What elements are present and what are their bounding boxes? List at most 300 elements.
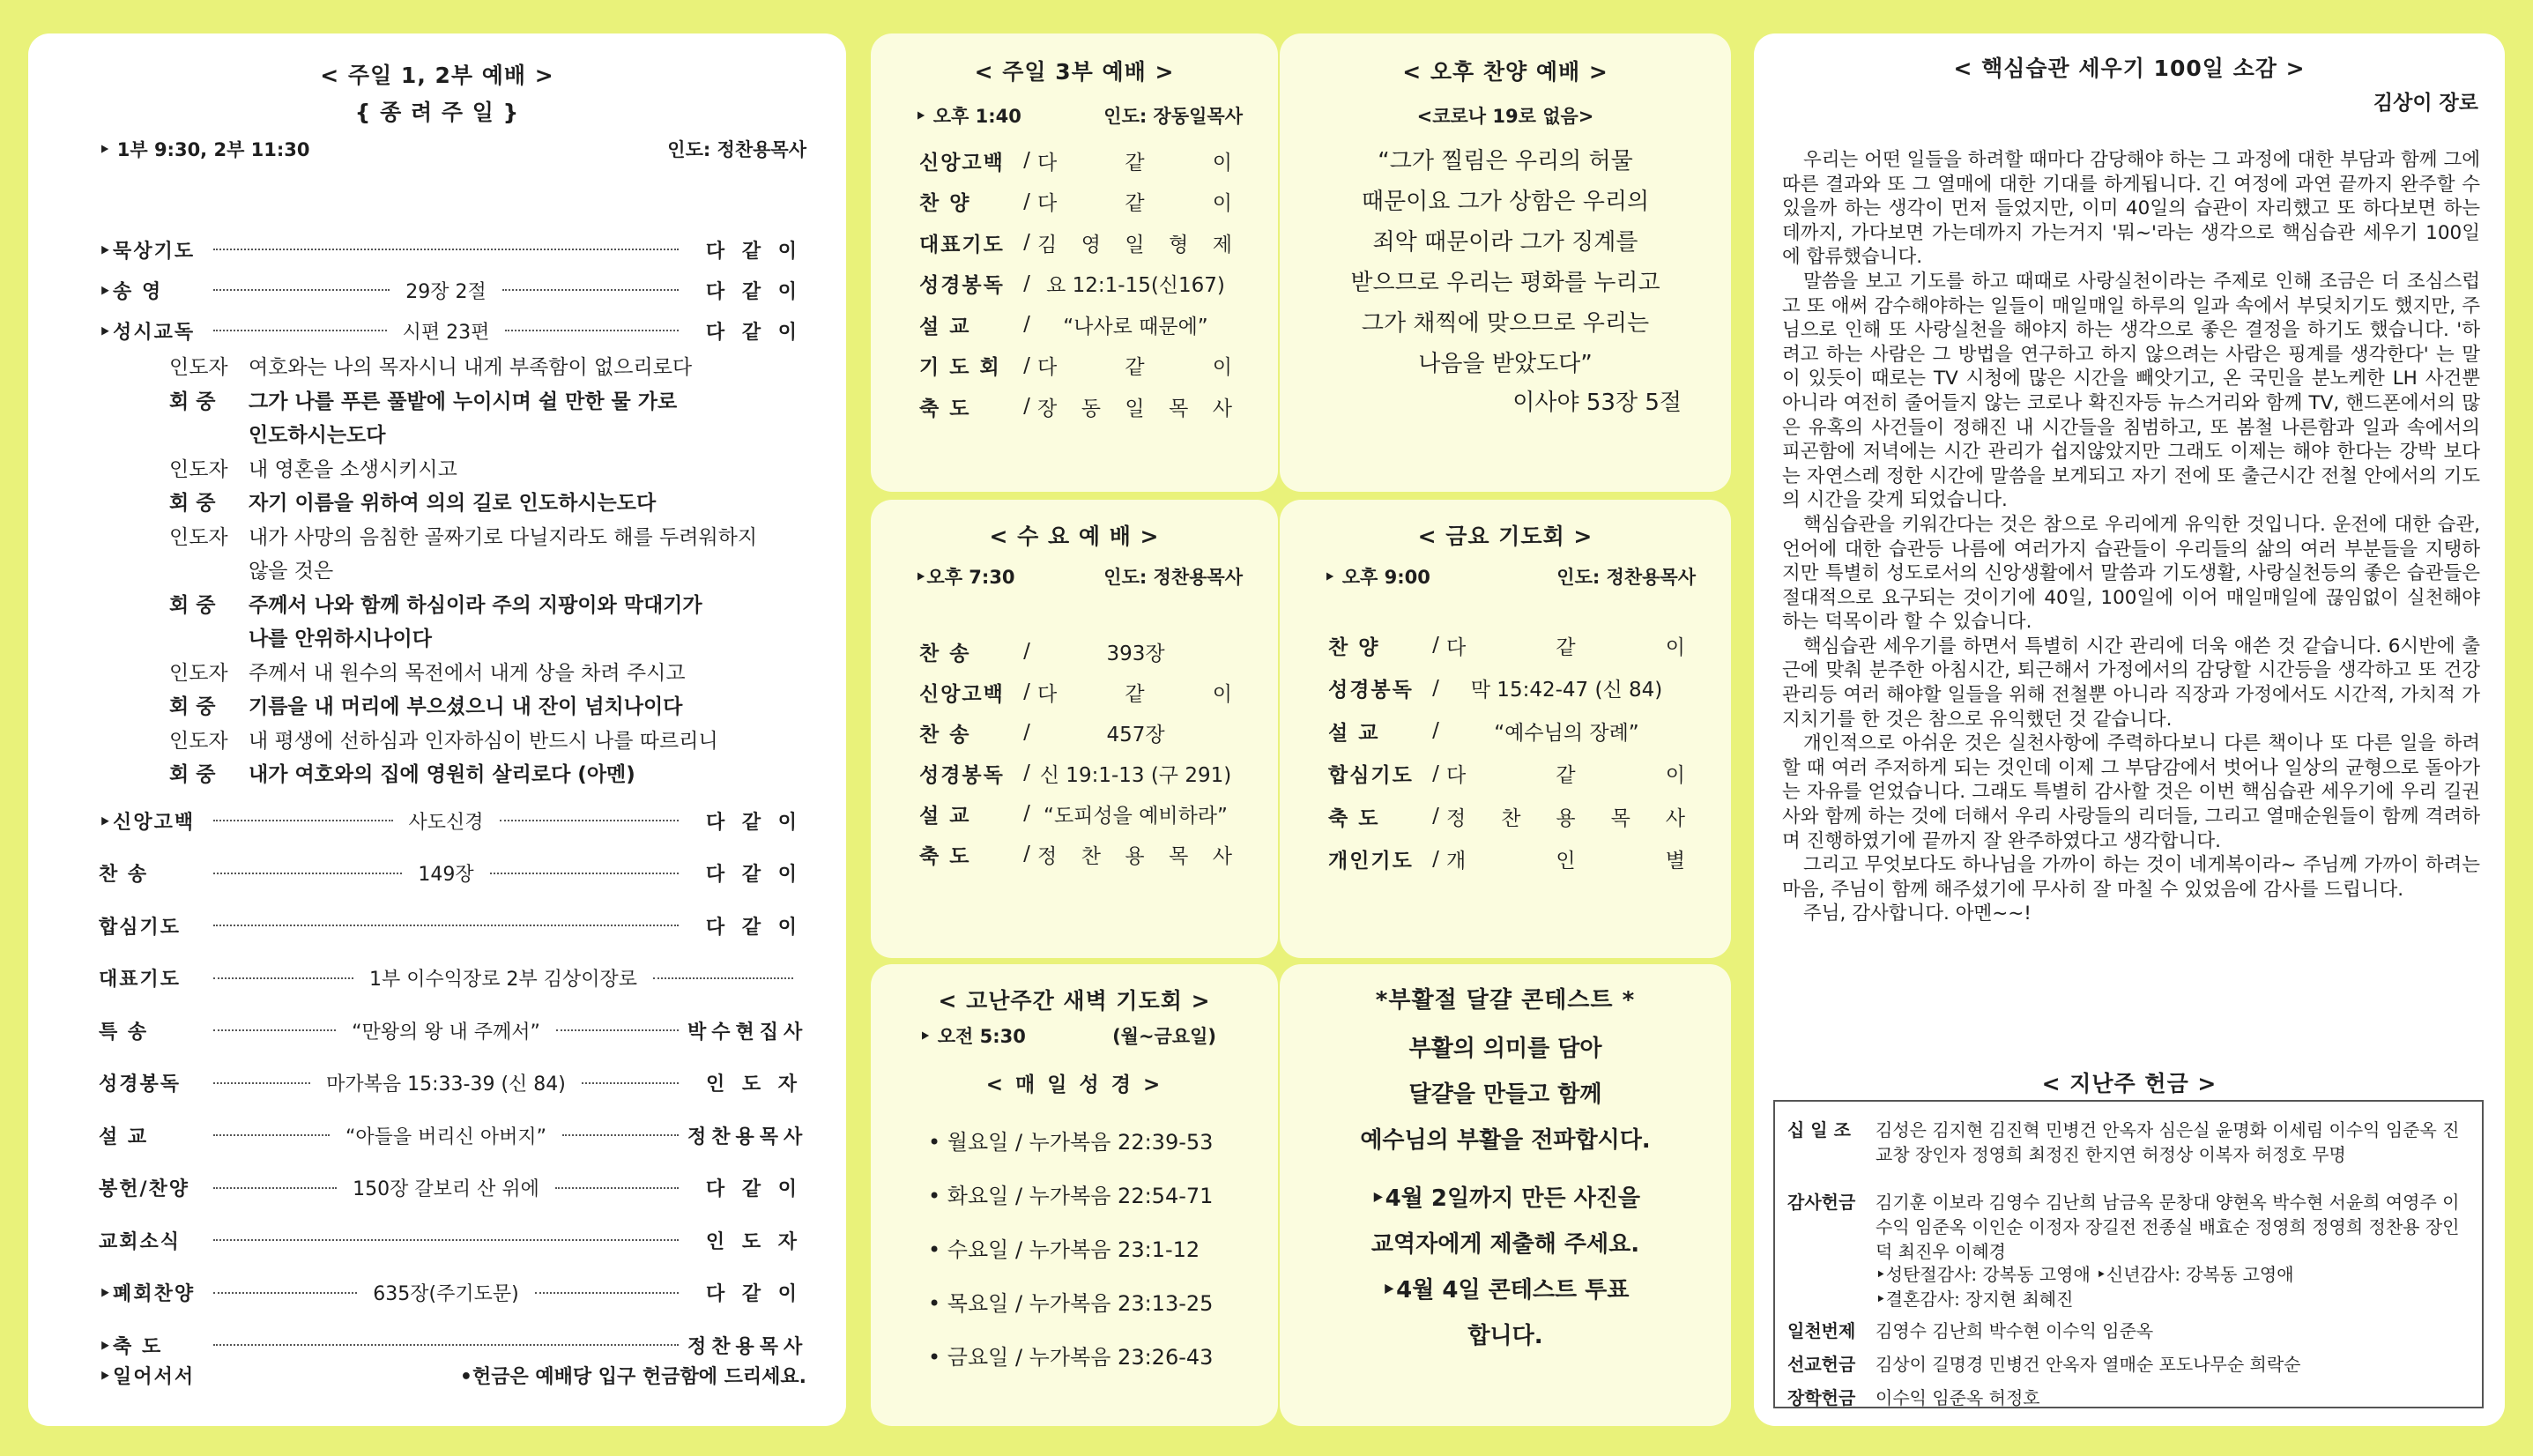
value-char: 이 bbox=[1212, 192, 1234, 215]
program-row bbox=[1328, 799, 1687, 834]
responsive-speaker: 인도자 bbox=[169, 457, 228, 481]
slash: / bbox=[1023, 721, 1030, 744]
value-char: 김 bbox=[1037, 233, 1059, 256]
sunday3-info bbox=[915, 102, 1243, 129]
quote-line: 그가 채찍에 맞으므로 우리는 bbox=[1361, 310, 1650, 337]
program-value: 393장 bbox=[1106, 642, 1165, 665]
order-person: 다 같 이 bbox=[705, 811, 803, 834]
slash: / bbox=[1023, 640, 1030, 663]
order-content: “아들을 버리신 아버지” bbox=[345, 1125, 547, 1148]
program-label: 축 도 bbox=[919, 844, 971, 868]
responsive-line bbox=[169, 521, 811, 554]
sunday-service-subtitle: { 종 려 주 일 } bbox=[354, 100, 520, 125]
program-value: 457장 bbox=[1106, 723, 1165, 747]
essay-body bbox=[1782, 148, 2480, 926]
easter-line: 교역자에게 제출해 주세요. bbox=[1370, 1231, 1640, 1258]
value-char: 목 bbox=[1169, 844, 1191, 868]
offering-row bbox=[1787, 1352, 2473, 1377]
service-leader: 인도: 정찬용목사 bbox=[667, 139, 806, 160]
value-char: 이 bbox=[1212, 356, 1234, 379]
value-char: 같 bbox=[1125, 356, 1147, 379]
dotted-leader bbox=[213, 820, 393, 821]
order-person: 다 같 이 bbox=[705, 916, 802, 939]
responsive-line bbox=[169, 385, 811, 419]
value-char: 동 bbox=[1081, 397, 1103, 420]
value-char: 다 bbox=[1037, 682, 1059, 706]
program-label: 신앙고백 bbox=[919, 151, 1005, 175]
value-char: 이 bbox=[1212, 682, 1234, 706]
essay-title: < 핵심습관 세우기 100일 소감 > bbox=[1953, 56, 2306, 81]
wednesday-leader: 인도: 정찬용목사 bbox=[1103, 567, 1243, 588]
offering-category: 십 일 조 bbox=[1787, 1119, 1851, 1140]
offering-category: 선교헌금 bbox=[1787, 1354, 1856, 1375]
slash: / bbox=[1023, 231, 1030, 254]
order-item bbox=[99, 1173, 802, 1203]
order-person: 인 도 자 bbox=[705, 1073, 803, 1096]
scripture-quote bbox=[1315, 141, 1696, 384]
value-char: 사 bbox=[1665, 806, 1687, 830]
order-item bbox=[99, 1015, 808, 1045]
program-value bbox=[1037, 146, 1234, 175]
order-person: 박수현집사 bbox=[687, 1021, 808, 1044]
order-label: 합심기도 bbox=[99, 916, 182, 939]
value-char: 찬 bbox=[1501, 806, 1523, 830]
program-label: 기 도 회 bbox=[919, 356, 1001, 379]
program-row bbox=[919, 143, 1234, 178]
essay-paragraph: 핵심습관을 키워간다는 것은 참으로 우리에게 유익한 것입니다. 운전에 대한 습관, 언어에 대한 습관등 나름에 여러가지 습관들이 우리들의 삶의 여러 부분들을 지탱하지만 특별히 성도로서의 신앙생활에서 말씀과 기도생활, 사랑실천등의 좋은 습관들은 절대적으로 요구되는 것이기에 40일, 100일에 이어 매일매일에 끊임없이 실천해야하는 덕목이라 할 수 있습니다. bbox=[1782, 513, 2480, 634]
wednesday-time: ‣오후 7:30 bbox=[915, 567, 1015, 588]
order-content: 마가복음 15:33-39 (신 84) bbox=[326, 1073, 566, 1096]
dotted-leader bbox=[213, 925, 679, 926]
sunday-service-title: < 주일 1, 2부 예배 > bbox=[320, 63, 554, 88]
value-char: 다 bbox=[1446, 635, 1468, 659]
responsive-text: 내 영혼을 소생시키시고 bbox=[249, 457, 457, 481]
order-item bbox=[99, 1120, 808, 1150]
responsive-text: 나를 안위하시나이다 bbox=[249, 628, 432, 650]
essay-paragraph: 개인적으로 아쉬운 것은 실천사항에 주력하다보니 다른 책이나 또 다른 일을 하려할 때 여러 주저하게 되는 것인데 이제 그 부담감에서 벗어나 일상의 균형으로 돌아가는 자유를 얻었습니다. 그래도 특별히 감사할 것은 이번 핵심습관 세우기에 우리 길권사와 함께 하는 것에 더해서 우리 사랑들의 리더들, 그리고 열매순원들이 함께 격려하며 진행하였기에 끝까지 잘 완주하였다고 생각합니다. bbox=[1782, 732, 2480, 852]
offering-note: •헌금은 예배당 입구 헌금함에 드리세요. bbox=[459, 1365, 806, 1388]
easter-instructions bbox=[1297, 1176, 1713, 1359]
responsive-text: 인도하시는도다 bbox=[249, 424, 386, 447]
dotted-leader bbox=[213, 1029, 336, 1031]
value-char: 같 bbox=[1556, 764, 1578, 787]
value-char: 같 bbox=[1125, 192, 1147, 215]
slash: / bbox=[1432, 634, 1439, 657]
easter-line: ‣4월 4일 콘테스트 투표 bbox=[1381, 1277, 1630, 1304]
value-char: 정 bbox=[1037, 844, 1059, 868]
reading-item: • 목요일 / 누가복음 23:13-25 bbox=[928, 1291, 1214, 1316]
value-char: 제 bbox=[1212, 233, 1234, 256]
dotted-leader bbox=[582, 1082, 679, 1084]
value-char: 다 bbox=[1037, 356, 1059, 379]
quote-line: 죄악 때문이라 그가 징계를 bbox=[1372, 229, 1638, 256]
slash: / bbox=[1023, 353, 1030, 377]
order-label: ‣묵상기도 bbox=[99, 240, 196, 263]
afternoon-note: <코로나 19로 없음> bbox=[1416, 106, 1594, 127]
slash: / bbox=[1023, 761, 1030, 784]
program-label: 축 도 bbox=[919, 397, 971, 420]
order-item bbox=[99, 316, 802, 345]
program-label: 설 교 bbox=[919, 315, 971, 338]
value-char: 사 bbox=[1212, 397, 1234, 420]
responsive-text: 내가 사망의 음침한 골짜기로 다닐지라도 해를 두려워하지 bbox=[249, 525, 758, 549]
order-item bbox=[99, 858, 802, 888]
value-char: 이 bbox=[1665, 764, 1687, 787]
responsive-line bbox=[169, 724, 811, 758]
value-char: 목 bbox=[1169, 397, 1191, 420]
program-value: 막 15:42-47 (신 84) bbox=[1470, 679, 1663, 702]
program-value: “나사로 때문에” bbox=[1063, 315, 1208, 338]
program-label: 성경봉독 bbox=[919, 763, 1005, 787]
offering-row bbox=[1787, 1319, 2473, 1343]
responsive-speaker: 회 중 bbox=[169, 390, 216, 413]
scripture-ref: 이사야 53장 5절 bbox=[1512, 390, 1682, 416]
essay-panel bbox=[1754, 33, 2505, 1426]
program-label: 성경봉독 bbox=[1328, 679, 1414, 702]
order-person: 다 같 이 bbox=[705, 1283, 803, 1305]
program-row bbox=[919, 715, 1234, 750]
order-content: 29장 2절 bbox=[405, 280, 487, 303]
program-row bbox=[1328, 671, 1687, 706]
offering-names: 이수익 임준옥 허정호 bbox=[1876, 1387, 2040, 1408]
program-row bbox=[919, 348, 1234, 383]
order-content: 149장 bbox=[418, 864, 474, 886]
dotted-leader bbox=[500, 820, 680, 821]
program-value bbox=[1446, 631, 1687, 660]
value-char: 인 bbox=[1556, 850, 1578, 873]
dotted-leader bbox=[535, 1292, 679, 1294]
program-row bbox=[919, 755, 1234, 791]
value-char: 일 bbox=[1125, 397, 1147, 420]
program-value bbox=[1446, 844, 1687, 873]
essay-paragraph: 우리는 어떤 일들을 하려할 때마다 감당해야 하는 그 과정에 대한 부담과 함께 그에 따른 결과와 또 그 열매에 대한 기대를 하게됩니다. 긴 여정에 과연 끝까지 완주할 수 있을까 하는 생각이 먼저 들었지만, 이미 40일의 습관이 자리했고 또 하다보면 하는데까지, 가다보면 가는데까지 가는거지 '뭐~'라는 생각으로 핵심습관 세우기 100일에 합류했습니다. bbox=[1782, 149, 2480, 269]
program-value: 요 12:1-15(신167) bbox=[1046, 274, 1225, 297]
order-content: “만왕의 왕 내 주께서” bbox=[352, 1021, 540, 1044]
offering-category bbox=[1787, 1287, 1876, 1311]
reading-item: • 금요일 / 누가복음 23:26-43 bbox=[928, 1345, 1214, 1370]
program-label: 개인기도 bbox=[1328, 850, 1414, 873]
value-char: 영 bbox=[1081, 233, 1103, 256]
dawn-prayer-panel bbox=[871, 964, 1278, 1426]
slash: / bbox=[1432, 719, 1439, 742]
friday-panel bbox=[1280, 500, 1731, 958]
order-person: 다 같 이 bbox=[705, 240, 802, 263]
order-item bbox=[99, 806, 802, 836]
dotted-leader bbox=[653, 977, 793, 979]
program-label: 신앙고백 bbox=[919, 682, 1005, 706]
order-label: 찬 송 bbox=[99, 864, 149, 886]
essay-paragraph: 말씀을 보고 기도를 하고 때때로 사랑실천이라는 주제로 인해 조금은 더 조심스럽고 또 애써 감수해야하는 일들이 매일매일 하루의 일과 속에서 부딪치기도 했지만, 주님으로 인해 또 사랑실천을 해야지 하는 생각으로 좋은 결정을 하기도 했습니다. '하려고 하는 사람은 그 방법을 연구하고 하지 않으려는 사람은 핑계를 생각한다' 는 말이 있듯이 때로는 TV 시청에 많은 시간을 빼앗기고, 온 국민을 분노케한 LH 사건뿐 아니라 여전히 줄어들지 않는 코로나 확진자등 뉴스거리와 함께 TV, 핸드폰에서의 많은 유혹의 사건들이 정해진 내 시간들을 침범하고, 또 봄철 나른함과 일과 속에서의 피곤함에 저녁에는 시간 관리가 쉽지않았지만 그래도 이제는 해야 한다는 강박 보다는 자연스레 정한 시간에 말씀을 보게되고 자기 전에 또 출근시간 전철 안에서의 기도의 시간을 갖게 되었습니다. bbox=[1782, 270, 2480, 512]
responsive-text: 자기 이름을 위하여 의의 길로 인도하시는도다 bbox=[249, 492, 657, 515]
responsive-text: 여호와는 나의 목자시니 내게 부족함이 없으리로다 bbox=[249, 356, 693, 379]
quote-line: 때문이요 그가 상함은 우리의 bbox=[1361, 189, 1650, 215]
program-row bbox=[919, 389, 1234, 424]
service-time-row bbox=[99, 136, 806, 162]
easter-line: ‣4월 2일까지 만든 사진을 bbox=[1370, 1185, 1640, 1212]
order-item bbox=[99, 910, 802, 940]
responsive-line bbox=[169, 351, 811, 384]
responsive-line bbox=[169, 622, 811, 656]
value-char: 개 bbox=[1446, 850, 1468, 873]
friday-info bbox=[1324, 563, 1696, 590]
offering-category: 감사헌금 bbox=[1787, 1192, 1856, 1213]
order-person: 정찬용목사 bbox=[687, 1125, 808, 1148]
quote-line: “그가 찔림은 우리의 허물 bbox=[1378, 148, 1633, 175]
responsive-text: 내가 여호와의 집에 영원히 살리로다 (아멘) bbox=[249, 763, 635, 786]
responsive-text: 그가 나를 푸른 풀밭에 누이시며 쉴 만한 물 가로 bbox=[249, 390, 678, 413]
slash: / bbox=[1023, 843, 1030, 865]
responsive-text: 기름을 내 머리에 부으셨으니 내 잔이 넘치나이다 bbox=[249, 695, 683, 718]
dotted-leader bbox=[213, 977, 353, 979]
value-char: 형 bbox=[1169, 233, 1191, 256]
afternoon-title: < 오후 찬양 예배 > bbox=[1402, 59, 1608, 85]
order-person: 다 같 이 bbox=[705, 280, 802, 303]
dotted-leader bbox=[213, 873, 402, 874]
reading-item: • 화요일 / 누가복음 22:54-71 bbox=[928, 1184, 1214, 1208]
slash: / bbox=[1023, 395, 1030, 418]
program-row bbox=[919, 796, 1234, 831]
order-label: ‣폐회찬양 bbox=[99, 1283, 196, 1305]
order-person: 정찬용목사 bbox=[687, 1335, 808, 1358]
dawn-time: ‣ 오전 5:30 bbox=[919, 1026, 1026, 1047]
easter-contest-panel bbox=[1280, 964, 1731, 1426]
offering-names: 김성은 김지현 김진혁 민병건 안옥자 심은실 윤명화 이세림 이수익 임준옥 진교창 장인자 정영희 최정진 한지연 허정상 이복자 허정호 무명 bbox=[1876, 1119, 2460, 1165]
responsive-line bbox=[169, 690, 811, 724]
dotted-leader bbox=[213, 330, 387, 331]
dotted-leader bbox=[490, 873, 679, 874]
reading-item: • 수요일 / 누가복음 23:1-12 bbox=[928, 1237, 1200, 1262]
dawn-title: < 고난주간 새벽 기도회 > bbox=[938, 988, 1211, 1014]
responsive-speaker: 회 중 bbox=[169, 593, 216, 617]
dotted-leader bbox=[213, 249, 679, 250]
friday-time: ‣ 오후 9:00 bbox=[1324, 567, 1430, 588]
dotted-leader bbox=[213, 1239, 679, 1241]
easter-line: 합니다. bbox=[1467, 1323, 1543, 1349]
program-value bbox=[1446, 759, 1687, 788]
program-row bbox=[1328, 628, 1687, 663]
offering-category: 장학헌금 bbox=[1787, 1387, 1856, 1408]
value-char: 정 bbox=[1446, 806, 1468, 830]
order-label: ‣신앙고백 bbox=[99, 811, 196, 834]
program-value bbox=[1037, 840, 1234, 869]
dotted-leader bbox=[555, 1187, 679, 1189]
slash: / bbox=[1023, 271, 1030, 295]
order-item bbox=[99, 1068, 802, 1098]
dawn-days: (월~금요일) bbox=[1112, 1026, 1216, 1047]
order-content: 시편 23편 bbox=[402, 321, 490, 344]
value-char: 목 bbox=[1610, 806, 1632, 830]
easter-line: 예수님의 부활을 전파합시다. bbox=[1360, 1127, 1651, 1154]
order-item bbox=[99, 234, 802, 264]
wednesday-panel bbox=[871, 500, 1278, 958]
value-char: 같 bbox=[1125, 682, 1147, 706]
easter-line: 부활의 의미를 담아 bbox=[1408, 1036, 1602, 1062]
dotted-leader bbox=[502, 289, 679, 291]
value-char: 일 bbox=[1125, 233, 1147, 256]
program-value bbox=[1037, 392, 1234, 421]
offering-names: 김영수 김난희 박수현 이수익 임준옥 bbox=[1876, 1320, 2154, 1341]
easter-description bbox=[1297, 1026, 1713, 1163]
responsive-speaker: 회 중 bbox=[169, 763, 216, 786]
order-item bbox=[99, 1330, 808, 1360]
value-char: 같 bbox=[1125, 151, 1147, 175]
order-label: 봉헌/찬양 bbox=[99, 1178, 190, 1200]
slash: / bbox=[1432, 761, 1439, 785]
slash: / bbox=[1023, 189, 1030, 213]
dotted-leader bbox=[213, 1292, 357, 1294]
order-person: 다 같 이 bbox=[705, 321, 802, 344]
slash: / bbox=[1023, 313, 1030, 336]
program-value bbox=[1037, 351, 1234, 380]
sunday-service-panel bbox=[28, 33, 846, 1426]
slash: / bbox=[1023, 680, 1030, 703]
program-label: 설 교 bbox=[1328, 721, 1380, 745]
daily-scripture-subtitle: < 매 일 성 경 > bbox=[985, 1073, 1163, 1096]
offering-row bbox=[1787, 1190, 2473, 1264]
offering-box bbox=[1773, 1100, 2484, 1408]
order-label: 성경봉독 bbox=[99, 1073, 182, 1096]
slash: / bbox=[1432, 847, 1439, 871]
dotted-leader bbox=[505, 330, 679, 331]
offering-row bbox=[1787, 1385, 2473, 1410]
responsive-line bbox=[169, 554, 811, 588]
order-item bbox=[99, 275, 802, 305]
order-label: 대표기도 bbox=[99, 969, 182, 991]
service-time: ‣ 1부 9:30, 2부 11:30 bbox=[99, 139, 310, 160]
offering-names: 김기훈 이보라 김영수 김난희 남금옥 문창대 양현옥 박수현 서윤희 여영주 이수익 임준옥 이인순 이정자 장길전 전종실 배효순 정영희 정영희 정찬용 장인덕 최진우 이혜경 bbox=[1876, 1192, 2460, 1262]
program-value: “예수님의 장례” bbox=[1494, 721, 1639, 745]
program-label: 성경봉독 bbox=[919, 274, 1005, 297]
offering-row bbox=[1787, 1118, 2473, 1167]
wednesday-title: < 수 요 예 배 > bbox=[989, 524, 1160, 549]
program-row bbox=[1328, 756, 1687, 791]
program-label: 합심기도 bbox=[1328, 764, 1414, 787]
responsive-text: 내 평생에 선하심과 인자하심이 반드시 나를 따르리니 bbox=[249, 729, 718, 753]
offering-row bbox=[1787, 1262, 2473, 1287]
slash: / bbox=[1023, 149, 1030, 172]
program-value bbox=[1037, 228, 1234, 257]
offering-names: 김상이 길명경 민병건 안옥자 열매순 포도나무순 희락순 bbox=[1876, 1354, 2301, 1375]
program-value bbox=[1037, 678, 1234, 707]
program-row bbox=[919, 225, 1234, 260]
dawn-info bbox=[919, 1022, 1216, 1049]
order-item bbox=[99, 963, 802, 993]
program-row bbox=[1328, 842, 1687, 877]
order-label: 특 송 bbox=[99, 1021, 149, 1044]
value-char: 사 bbox=[1212, 844, 1234, 868]
program-row bbox=[919, 674, 1234, 709]
responsive-text: 주께서 나와 함께 하심이라 주의 지팡이와 막대기가 bbox=[249, 593, 702, 617]
responsive-speaker: 회 중 bbox=[169, 492, 216, 515]
program-row bbox=[919, 266, 1234, 301]
essay-paragraph: 핵심습관 세우기를 하면서 특별히 시간 관리에 더욱 애쓴 것 같습니다. 6시반에 출근에 맞춰 분주한 아침시간, 퇴근해서 가정에서의 감당할 시간등을 생각하고 또 건강관리등 여러 해야할 일들을 위해 전철뿐 아니라 직장과 가정에서도 시간적, 가치적 가지치기를 한 것은 참으로 유익했던 것 같습니다. bbox=[1782, 635, 2480, 731]
sunday3-leader: 인도: 장동일목사 bbox=[1103, 106, 1243, 127]
responsive-text: 않을 것은 bbox=[249, 560, 334, 583]
responsive-speaker: 인도자 bbox=[169, 525, 228, 549]
order-content: 150장 갈보리 산 위에 bbox=[353, 1178, 539, 1200]
value-char: 이 bbox=[1212, 151, 1234, 175]
program-row bbox=[919, 184, 1234, 219]
program-value bbox=[1446, 802, 1687, 831]
responsive-speaker: 인도자 bbox=[169, 729, 228, 753]
offering-title: < 지난주 헌금 > bbox=[2041, 1071, 2217, 1096]
responsive-text: 주께서 내 원수의 목전에서 내게 상을 차려 주시고 bbox=[249, 661, 686, 685]
order-person: 인 도 자 bbox=[705, 1230, 802, 1253]
essay-paragraph: 주님, 감사합니다. 아멘~~! bbox=[1803, 903, 2032, 925]
value-char: 다 bbox=[1037, 192, 1059, 215]
responsive-speaker: 인도자 bbox=[169, 356, 228, 379]
value-char: 장 bbox=[1037, 397, 1059, 420]
easter-title: *부활절 달걀 콘테스트 * bbox=[1375, 987, 1636, 1014]
program-row bbox=[919, 307, 1234, 342]
program-row bbox=[1328, 713, 1687, 748]
program-label: 대표기도 bbox=[919, 233, 1005, 256]
program-label: 찬 양 bbox=[1328, 635, 1380, 659]
value-char: 찬 bbox=[1081, 844, 1103, 868]
slash: / bbox=[1023, 802, 1030, 825]
slash: / bbox=[1432, 805, 1439, 828]
program-label: 축 도 bbox=[1328, 806, 1380, 830]
value-char: 같 bbox=[1556, 635, 1578, 659]
program-value: 신 19:1-13 (구 291) bbox=[1039, 763, 1232, 787]
responsive-line bbox=[169, 419, 811, 452]
dotted-leader bbox=[213, 1134, 330, 1136]
program-value bbox=[1037, 187, 1234, 216]
program-label: 찬 송 bbox=[919, 723, 971, 747]
value-char: 이 bbox=[1665, 635, 1687, 659]
stand-label: ‣일어서서 bbox=[99, 1365, 196, 1388]
program-label: 설 교 bbox=[919, 804, 971, 828]
responsive-speaker: 회 중 bbox=[169, 695, 216, 718]
order-item bbox=[99, 1225, 802, 1255]
offering-names: ‣성탄절감사: 강복동 고영애 ‣신년감사: 강복동 고영애 bbox=[1876, 1264, 2294, 1285]
order-label: 설 교 bbox=[99, 1125, 149, 1148]
sunday3-time: ‣ 오후 1:40 bbox=[915, 106, 1021, 127]
program-row bbox=[919, 836, 1234, 872]
dotted-leader bbox=[213, 289, 390, 291]
responsive-speaker: 인도자 bbox=[169, 661, 228, 685]
dotted-leader bbox=[213, 1344, 679, 1346]
friday-title: < 금요 기도회 > bbox=[1417, 524, 1593, 549]
sunday3-panel bbox=[871, 33, 1278, 492]
dotted-leader bbox=[562, 1134, 679, 1136]
reading-item: • 월요일 / 누가복음 22:39-53 bbox=[928, 1130, 1214, 1155]
order-label: ‣송 영 bbox=[99, 280, 163, 303]
value-char: 용 bbox=[1125, 844, 1147, 868]
quote-line: 받으므로 우리는 평화를 누리고 bbox=[1350, 270, 1660, 296]
responsive-line bbox=[169, 657, 811, 690]
order-content: 사도신경 bbox=[408, 811, 484, 834]
dotted-leader bbox=[556, 1029, 679, 1031]
responsive-line bbox=[169, 589, 811, 622]
quote-line: 나음을 받았도다” bbox=[1418, 351, 1593, 377]
essay-author: 김상이 장로 bbox=[2373, 92, 2478, 115]
order-label: ‣축 도 bbox=[99, 1335, 163, 1358]
order-person: 다 같 이 bbox=[705, 864, 802, 886]
responsive-line bbox=[169, 453, 811, 487]
closing-row bbox=[99, 1360, 806, 1390]
program-value: “도피성을 예비하라” bbox=[1044, 804, 1228, 828]
responsive-line bbox=[169, 487, 811, 520]
easter-line: 달걀을 만들고 함께 bbox=[1408, 1081, 1602, 1108]
order-content: 635장(주기도문) bbox=[373, 1283, 519, 1305]
friday-leader: 인도: 정찬용목사 bbox=[1556, 567, 1696, 588]
slash: / bbox=[1432, 676, 1439, 700]
program-label: 찬 양 bbox=[919, 192, 971, 215]
offering-category: 일천번제 bbox=[1787, 1320, 1856, 1341]
order-content: 1부 이수익장로 2부 김상이장로 bbox=[369, 969, 637, 991]
offering-row bbox=[1787, 1287, 2473, 1311]
